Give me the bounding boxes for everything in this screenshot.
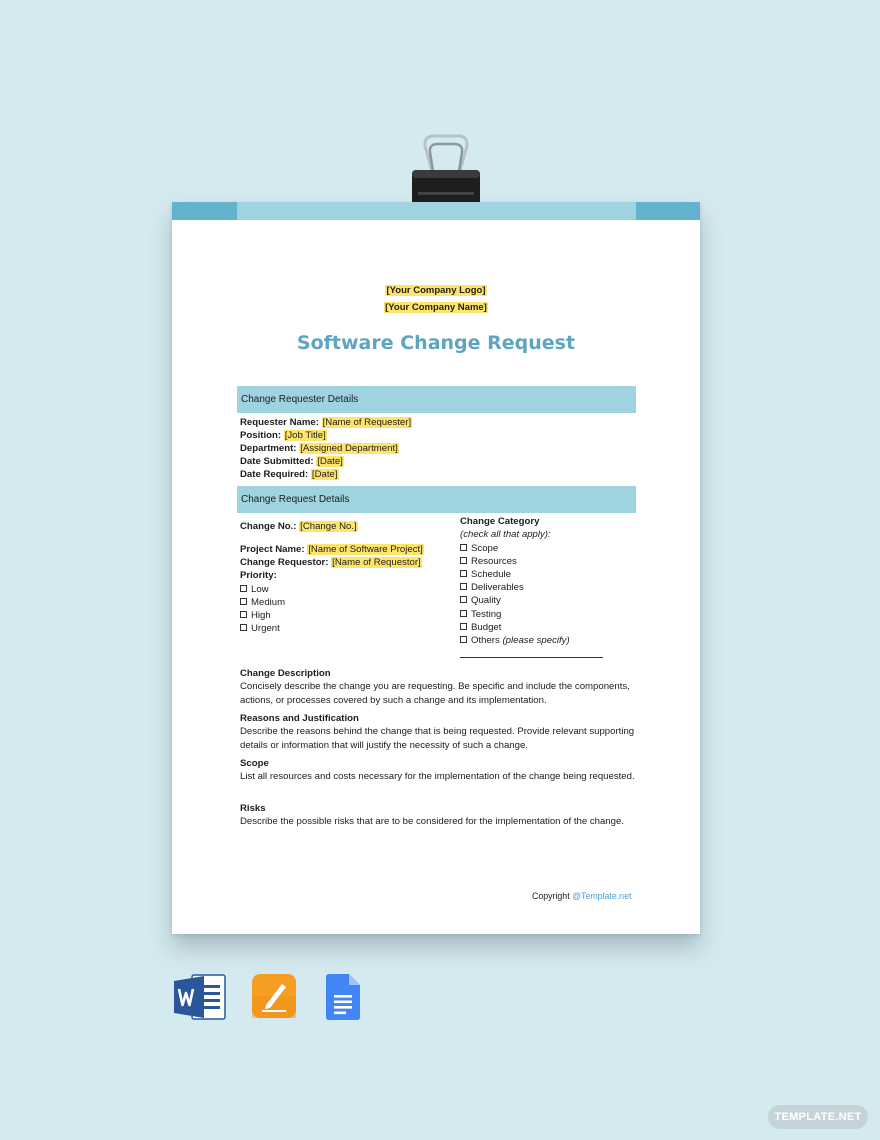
reasons-heading: Reasons and Justification [240, 713, 359, 724]
priority-label: Priority: [240, 570, 277, 581]
category-option-schedule[interactable]: Schedule [460, 568, 511, 581]
risks-text: Describe the possible risks that are to be considered for the implementation of the change. [240, 816, 624, 828]
checkbox[interactable] [460, 623, 467, 630]
company-logo-placeholder: [Your Company Logo] [386, 285, 486, 296]
category-option-others[interactable]: Others (please specify) [460, 634, 570, 647]
change-category-label: Change Category [460, 516, 540, 527]
risks-block [240, 802, 640, 829]
priority-option-low[interactable]: Low [240, 583, 269, 596]
field-date-submitted: Date Submitted: [Date] [240, 456, 343, 467]
google-docs-icon[interactable] [326, 974, 360, 1020]
company-name-placeholder: [Your Company Name] [385, 302, 487, 313]
copyright-link[interactable]: @Template.net [572, 891, 632, 901]
checkbox[interactable] [460, 636, 467, 643]
category-option-resources[interactable]: Resources [460, 555, 517, 568]
checkbox[interactable] [240, 624, 247, 631]
field-department: Department: [Assigned Department] [240, 443, 398, 454]
category-option-quality[interactable]: Quality [460, 594, 501, 607]
checkbox[interactable] [240, 598, 247, 605]
reasons-text: Describe the reasons behind the change that is being requested. Provide relevant supporting details or information that will justify the necessity of such a change. [240, 726, 635, 751]
top-color-band [172, 202, 700, 220]
copyright-footer: Copyright @Template.net [532, 891, 632, 901]
category-option-deliverables[interactable]: Deliverables [460, 581, 524, 594]
scope-block [240, 757, 640, 784]
change-description-heading: Change Description [240, 668, 331, 679]
reasons-block [240, 712, 640, 752]
field-change-no: Change No.: [Change No.] [240, 521, 357, 532]
band-right-accent [636, 202, 700, 220]
priority-option-high[interactable]: High [240, 609, 271, 622]
field-date-required: Date Required: [Date] [240, 469, 338, 480]
checkbox[interactable] [240, 611, 247, 618]
template-net-watermark: TEMPLATE.NET [768, 1105, 868, 1129]
category-option-scope[interactable]: Scope [460, 542, 498, 555]
scope-heading: Scope [240, 758, 269, 769]
field-change-requestor: Change Requestor: [Name of Requestor] [240, 557, 421, 568]
others-specify-line[interactable] [460, 657, 603, 658]
change-category-hint: (check all that apply): [460, 529, 551, 540]
scope-text: List all resources and costs necessary for the implementation of the change being requested. [240, 771, 635, 783]
microsoft-word-icon[interactable] [174, 974, 226, 1020]
checkbox[interactable] [240, 585, 247, 592]
field-position: Position: [Job Title] [240, 430, 326, 441]
field-project-name: Project Name: [Name of Software Project] [240, 544, 423, 555]
checkbox[interactable] [460, 544, 467, 551]
section-header-request-details: Change Request Details [237, 486, 636, 513]
priority-option-urgent[interactable]: Urgent [240, 622, 280, 635]
checkbox[interactable] [460, 570, 467, 577]
field-requester-name: Requester Name: [Name of Requester] [240, 417, 412, 428]
priority-option-medium[interactable]: Medium [240, 596, 285, 609]
band-left-accent [172, 202, 237, 220]
risks-heading: Risks [240, 803, 266, 814]
document-page [172, 202, 700, 934]
document-title: Software Change Request [296, 332, 576, 354]
checkbox[interactable] [460, 557, 467, 564]
checkbox[interactable] [460, 610, 467, 617]
category-option-budget[interactable]: Budget [460, 621, 501, 634]
checkbox[interactable] [460, 596, 467, 603]
checkbox[interactable] [460, 583, 467, 590]
change-description-block [240, 667, 640, 707]
apple-pages-icon[interactable] [252, 974, 296, 1018]
section-header-requester: Change Requester Details [237, 386, 636, 413]
change-description-text: Concisely describe the change you are requesting. Be specific and include the components, actions, or processes covered by such a change and its implementation. [240, 681, 630, 706]
category-option-testing[interactable]: Testing [460, 608, 501, 621]
